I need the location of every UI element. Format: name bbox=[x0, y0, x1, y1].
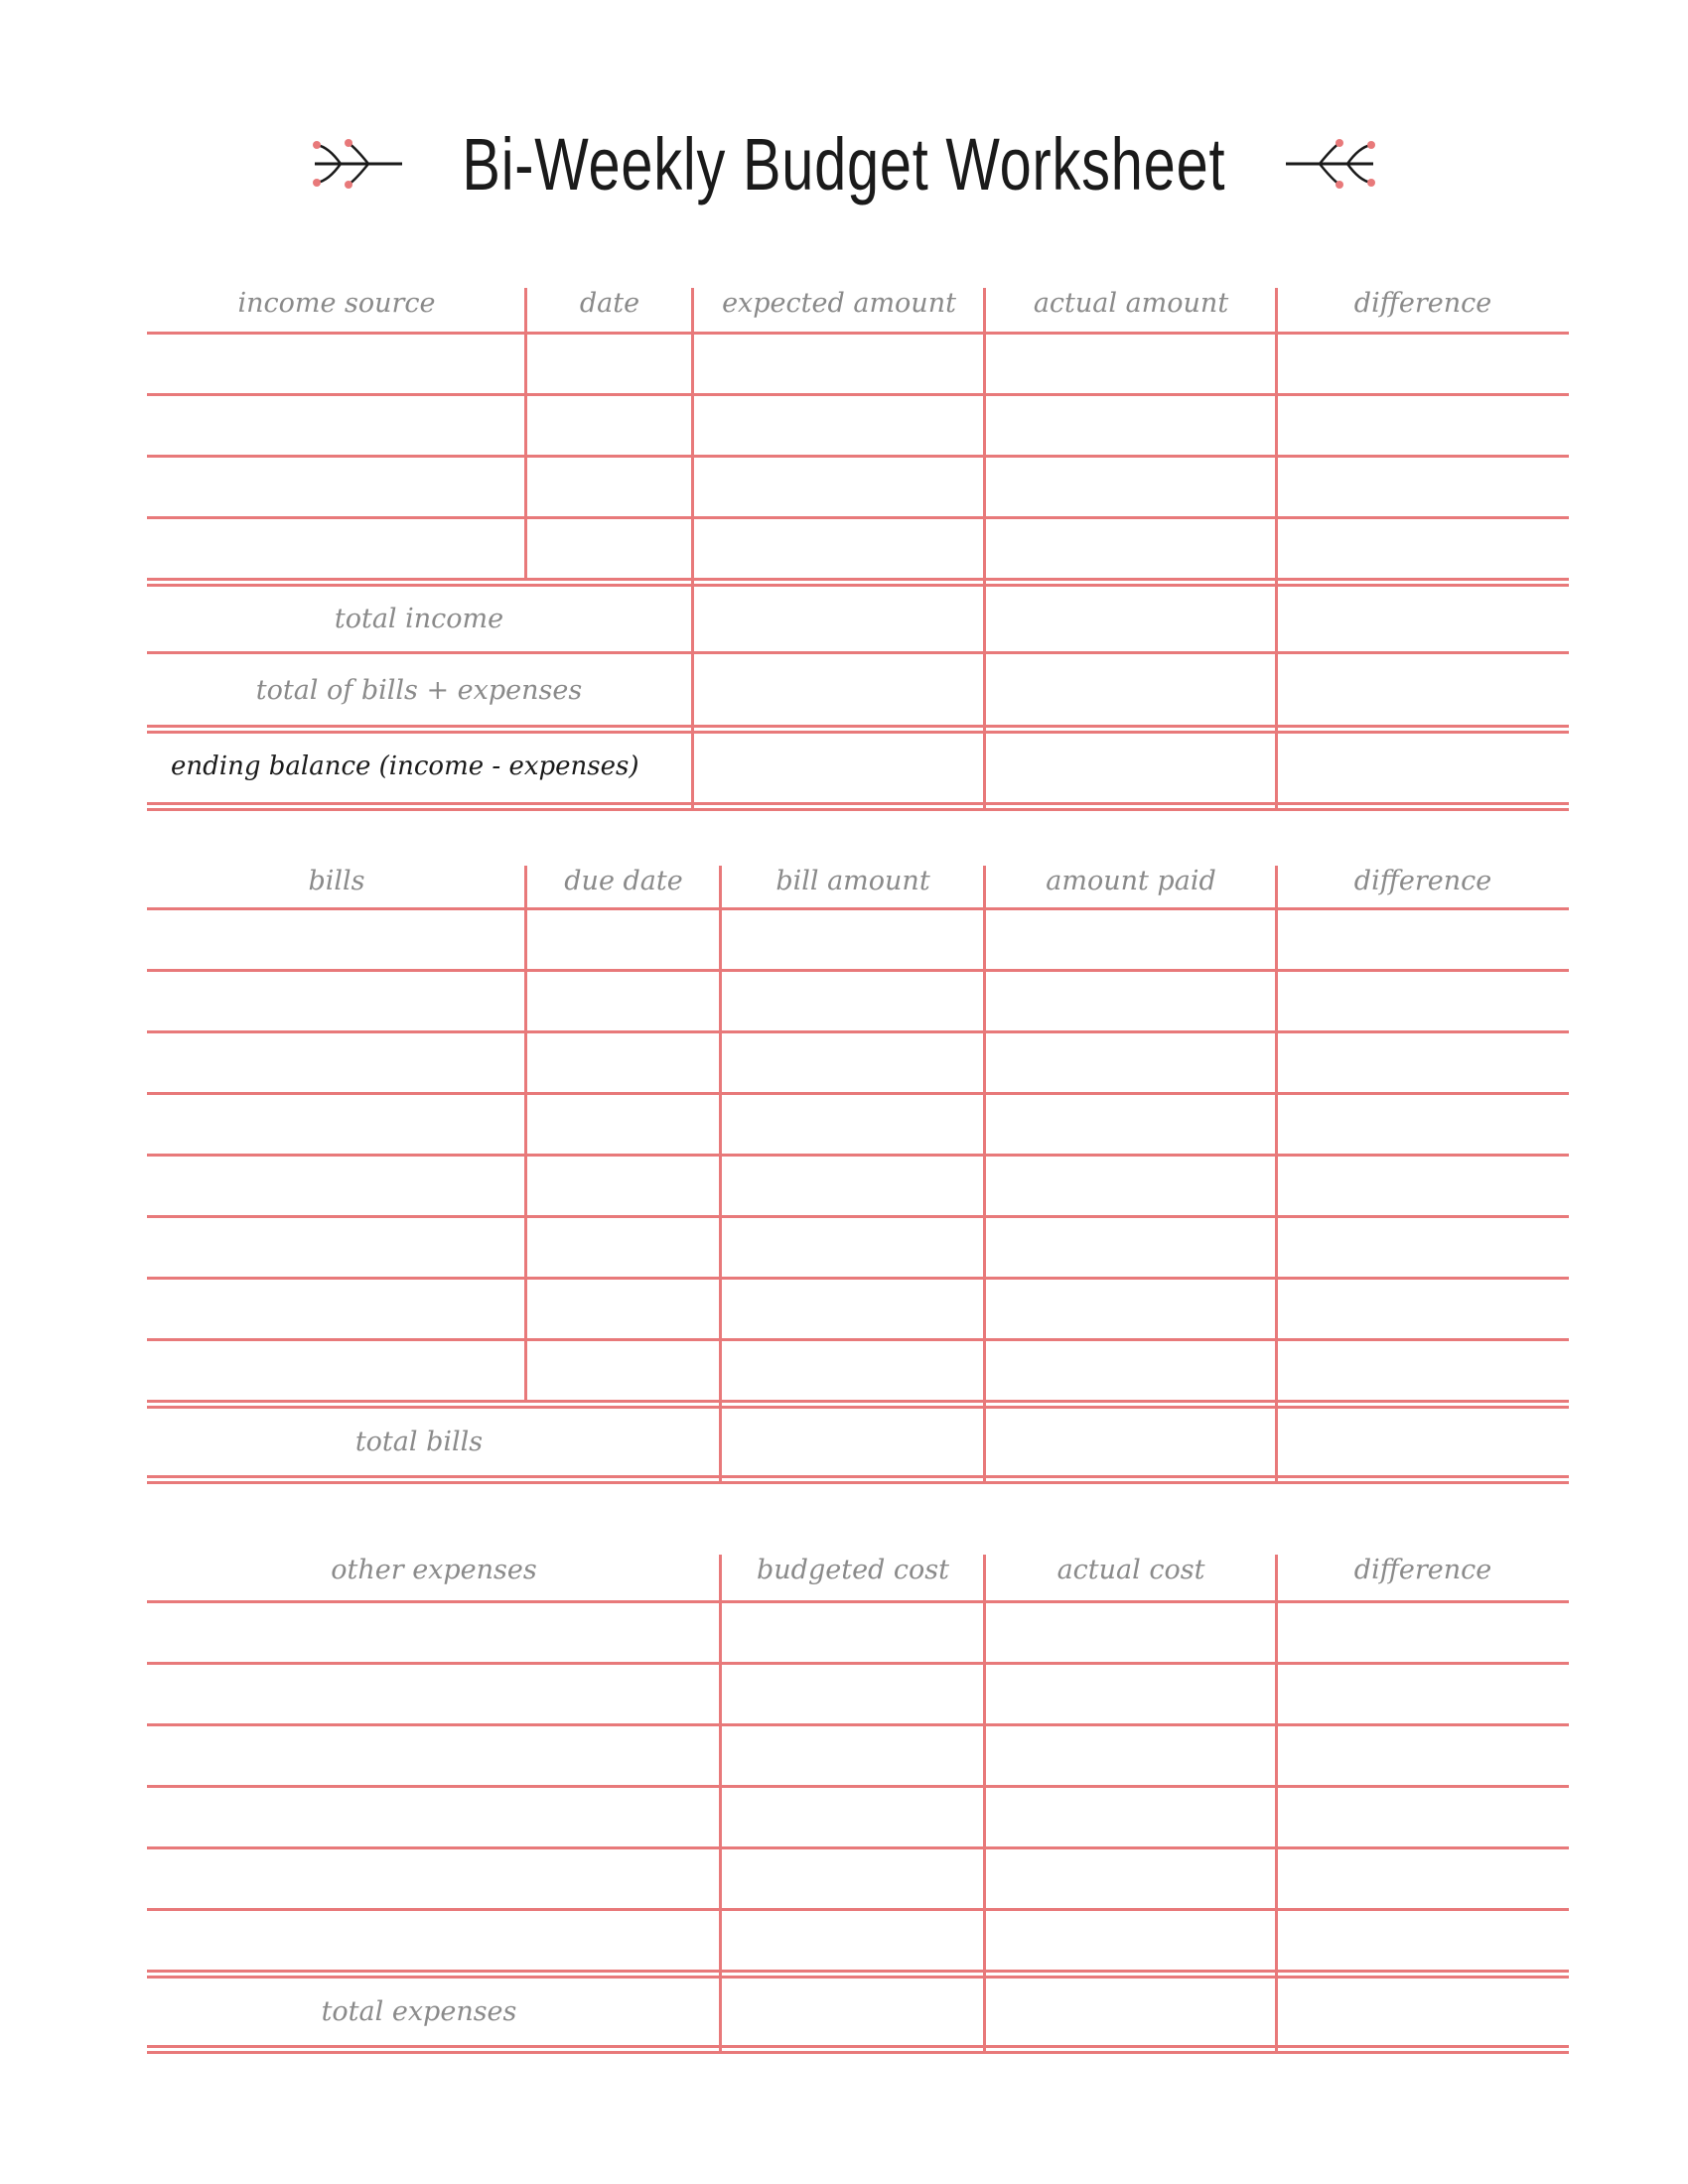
expenses-row-line bbox=[147, 2045, 1569, 2048]
title-bar bbox=[0, 109, 1688, 218]
bills-row-line bbox=[147, 1475, 1569, 1478]
expenses-row-line bbox=[147, 2051, 1569, 2054]
income-entry-row[interactable] bbox=[147, 519, 1569, 578]
bills-row-line bbox=[147, 1481, 1569, 1484]
expenses-row-line bbox=[147, 1976, 1569, 1979]
income-row-line bbox=[147, 725, 1569, 728]
bills-header-bills: bills bbox=[308, 866, 365, 896]
expenses-entry-row[interactable] bbox=[147, 1849, 1569, 1908]
total-bills-expenses-label: total of bills + expenses bbox=[255, 675, 583, 706]
bills-header-due-date: due date bbox=[564, 866, 683, 896]
income-row-line bbox=[147, 802, 1569, 805]
left-sprig-icon bbox=[311, 129, 406, 199]
total-expenses-label: total expenses bbox=[321, 1996, 517, 2027]
expenses-header-difference: difference bbox=[1353, 1555, 1492, 1585]
ending-balance-label: ending balance (income - expenses) bbox=[171, 751, 639, 781]
expenses-entry-row[interactable] bbox=[147, 1911, 1569, 1970]
income-entry-row[interactable] bbox=[147, 396, 1569, 455]
income-row-line bbox=[147, 808, 1569, 811]
income-section bbox=[147, 288, 1569, 814]
bills-header-difference: difference bbox=[1353, 866, 1492, 896]
page-title: Bi-Weekly Budget Worksheet bbox=[462, 122, 1226, 205]
expenses-entry-row[interactable] bbox=[147, 1788, 1569, 1846]
bills-entry-row[interactable] bbox=[147, 972, 1569, 1030]
expenses-entry-row[interactable] bbox=[147, 1603, 1569, 1662]
income-entry-row[interactable] bbox=[147, 458, 1569, 516]
bills-entry-row[interactable] bbox=[147, 1095, 1569, 1154]
bills-section bbox=[147, 866, 1569, 1491]
expenses-section bbox=[147, 1555, 1569, 2071]
income-row-line bbox=[147, 584, 1569, 587]
income-row-line bbox=[147, 651, 1569, 654]
total-bills-label: total bills bbox=[354, 1427, 484, 1457]
income-header-date: date bbox=[579, 288, 640, 319]
income-entry-row[interactable] bbox=[147, 335, 1569, 393]
bills-entry-row[interactable] bbox=[147, 1341, 1569, 1400]
income-header-actual: actual amount bbox=[1033, 288, 1229, 319]
expenses-row-line bbox=[147, 1970, 1569, 1973]
bills-header-paid: amount paid bbox=[1046, 866, 1216, 896]
expenses-entry-row[interactable] bbox=[147, 1665, 1569, 1723]
expenses-header-actual: actual cost bbox=[1056, 1555, 1205, 1585]
bills-row-line bbox=[147, 1400, 1569, 1403]
bills-entry-row[interactable] bbox=[147, 1280, 1569, 1338]
expenses-header-budgeted: budgeted cost bbox=[757, 1555, 949, 1585]
expenses-header-other: other expenses bbox=[331, 1555, 537, 1585]
bills-entry-row[interactable] bbox=[147, 1157, 1569, 1215]
right-sprig-icon bbox=[1282, 129, 1377, 199]
income-row-line bbox=[147, 731, 1569, 734]
income-header-difference: difference bbox=[1353, 288, 1492, 319]
bills-entry-row[interactable] bbox=[147, 910, 1569, 969]
bills-entry-row[interactable] bbox=[147, 1218, 1569, 1277]
bills-row-line bbox=[147, 1406, 1569, 1409]
bills-entry-row[interactable] bbox=[147, 1033, 1569, 1092]
total-income-label: total income bbox=[334, 604, 504, 634]
income-row-line bbox=[147, 578, 1569, 581]
expenses-entry-row[interactable] bbox=[147, 1726, 1569, 1785]
income-header-source: income source bbox=[237, 288, 436, 319]
income-header-expected: expected amount bbox=[722, 288, 956, 319]
bills-header-amount: bill amount bbox=[775, 866, 930, 896]
